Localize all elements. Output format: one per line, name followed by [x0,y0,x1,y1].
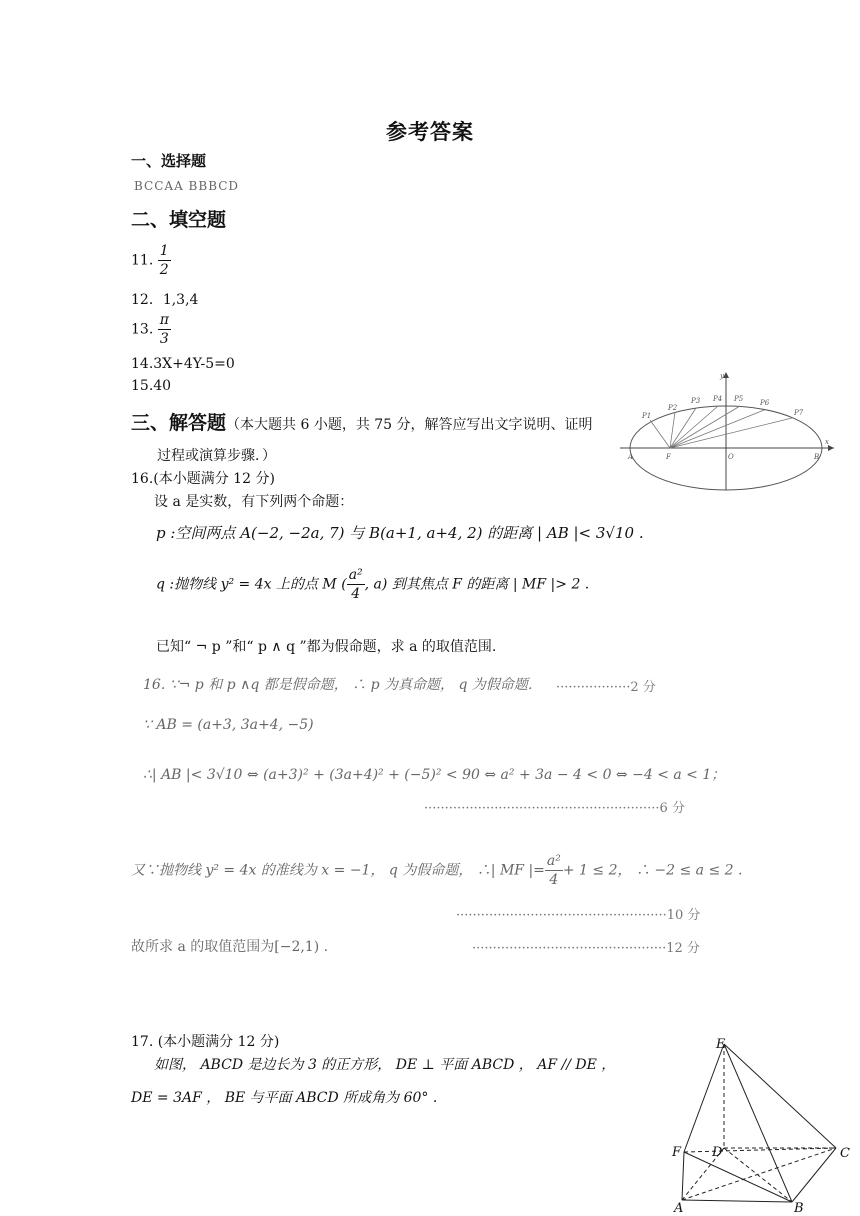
fill-item-13: 13. $\frac{\pi}{3}$ [131,312,169,347]
q16-score-2: ··················2 分 [556,680,656,695]
q17-header: 17. (本小题满分 12 分) [131,1034,280,1050]
point-label-p3: P3 [691,397,701,405]
section-heading-solve: 三、解答题（本大题共 6 小题，共 75 分，解答应写出文字说明、证明 [131,412,593,434]
q16-question: 已知“ ¬ p ”和“ p ∧ q ”都为假命题，求 a 的取值范围. [156,639,497,655]
fill-item-11: 11. $\frac{1}{2}$ [131,243,169,278]
choice-answers: BCCAA BBBCD [134,179,240,193]
section-heading-fill: 二、填空题 [131,209,227,231]
point-label-a: A [628,453,634,461]
page-title: 参考答案 [386,119,474,144]
q16-prop-q: q :抛物线 y² = 4x 上的点 M ( $\frac{\text{a²}}{4}$ , a) 到其焦点 F 的距离 | MF |> 2 . [156,567,590,602]
axis-label-y: y [720,372,724,380]
q16-solution-step1: 16. ∵¬ p 和 p ∧q 都是假命题， ∴ p 为真命题， q 为假命题． [143,677,542,693]
fraction: $\frac{\pi}{3}$ [159,312,169,347]
vertex-label-b: B [794,1201,804,1214]
point-label-b: B [814,453,820,461]
q16-intro: 设 a 是实数，有下列两个命题： [154,494,354,510]
pyramid-figure [668,1034,852,1214]
vertex-label-a: A [674,1201,684,1214]
fill-item-12: 12．1,3,4 [131,292,199,308]
point-label-p5: P5 [734,395,744,403]
q17-line2: DE = 3AF ， BE 与平面 ABCD 所成角为 60° . [131,1090,438,1106]
q17-line1: 如图， ABCD 是边长为 3 的正方形， DE ⊥ 平面 ABCD ， AF // DE ， [154,1057,616,1073]
q16-prop-p: p :空间两点 A(−2, −2a, 7) 与 B(a+1, a+4, 2) 的距离 | AB |< 3√10 . [156,524,644,542]
q16-solution-step5: 故所求 a 的取值范围为[−2,1) . [131,939,329,955]
vertex-label-f: F [672,1145,682,1160]
fraction: $\frac{\text{a²}}{4}$ [546,853,561,888]
point-label-f: F [666,453,671,461]
point-label-p7: P7 [794,409,804,417]
q16-score-10: ···················································10 分 [456,908,701,923]
q16-score-12: ···············································12 分 [472,941,700,956]
ellipse-figure [620,368,840,498]
fill-item-15: 15.40 [131,378,172,394]
q16-solution-step2: ∵ AB = (a+3, 3a+4, −5) [143,717,314,733]
fraction: $\frac{\text{a²}}{4}$ [348,567,363,602]
point-label-p6: P6 [760,399,770,407]
point-label-p2: P2 [668,404,678,412]
section-heading-choice: 一、选择题 [131,152,207,170]
axis-label-x: x [825,438,829,446]
q16-solution-step3: ∴| AB |< 3√10 ⇔ (a+3)² + (3a+4)² + (−5)² < 90 ⇔ a² + 3a − 4 < 0 ⇔ −4 < a < 1； [143,767,726,783]
q16-score-6: ·························································6 分 [424,801,685,816]
vertex-label-d: D [712,1145,723,1160]
point-label-p4: P4 [713,395,723,403]
q16-solution-step4: 又∵抛物线 y² = 4x 的准线为 x = −1， q 为假命题， ∴| MF |= $\frac{\text{a²}}{4}$ + 1 ≤ 2， ∴ −2 ≤ a ≤ 2 . [131,853,743,888]
vertex-label-e: E [716,1037,726,1052]
point-label-p1: P1 [642,412,652,420]
section-note: 过程或演算步骤．） [157,448,276,464]
point-label-o: O [728,453,734,461]
q16-header: 16.(本小题满分 12 分) [131,471,275,487]
vertex-label-c: C [840,1146,850,1161]
fraction: $\frac{1}{2}$ [159,243,169,278]
fill-item-14: 14.3X+4Y-5=0 [131,356,235,372]
